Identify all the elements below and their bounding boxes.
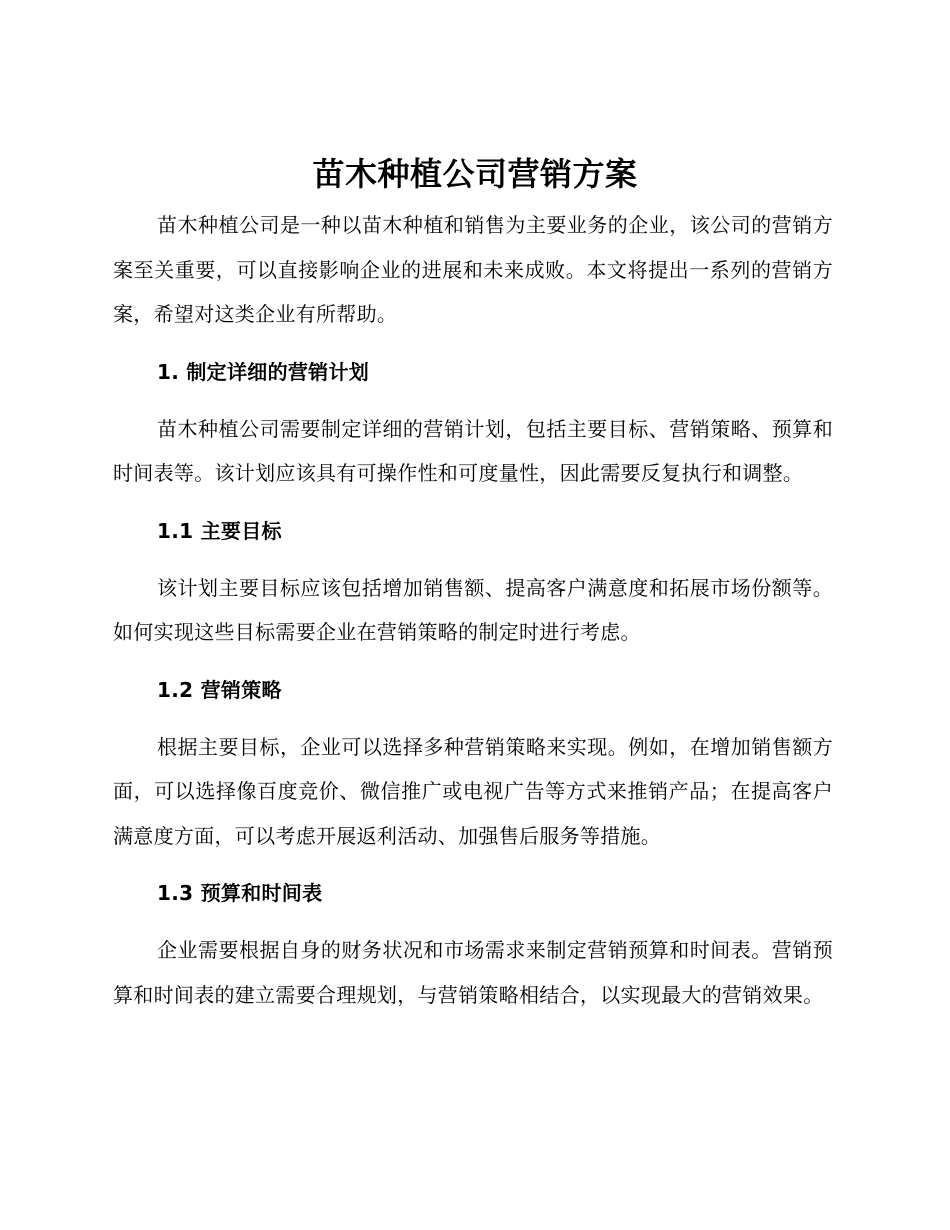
document-title: 苗木种植公司营销方案 <box>312 155 638 193</box>
section-heading-1: 1. 制定详细的营销计划 <box>157 359 370 384</box>
section-paragraph-1-1: 该计划主要目标应该包括增加销售额、提高客户满意度和拓展市场份额等。如何实现这些目标需要企业在营销策略的制定时进行考虑。 <box>113 575 833 644</box>
section-heading-1-3: 1.3 预算和时间表 <box>157 881 323 905</box>
section-paragraph-1-3: 企业需要根据自身的财务状况和市场需求来制定营销预算和时间表。营销预算和时间表的建立需要合理规划，与营销策略相结合，以实现最大的营销效果。 <box>113 938 833 1007</box>
section-paragraph-1: 苗木种植公司需要制定详细的营销计划，包括主要目标、营销策略、预算和时间表等。该计划应该具有可操作性和可度量性，因此需要反复执行和调整。 <box>113 416 833 485</box>
section-paragraph-1-2: 根据主要目标，企业可以选择多种营销策略来实现。例如，在增加销售额方面，可以选择像百度竞价、微信推广或电视广告等方式来推销产品；在提高客户满意度方面，可以考虑开展返利活动、加强售后服务等措施。 <box>113 734 833 848</box>
intro-paragraph: 苗木种植公司是一种以苗木种植和销售为主要业务的企业，该公司的营销方案至关重要，可以直接影响企业的进展和未来成败。本文将提出一系列的营销方案，希望对这类企业有所帮助。 <box>113 213 833 326</box>
section-heading-1-2: 1.2 营销策略 <box>157 677 282 702</box>
section-heading-1-1: 1.1 主要目标 <box>157 518 282 543</box>
document-body <box>113 203 833 1017</box>
